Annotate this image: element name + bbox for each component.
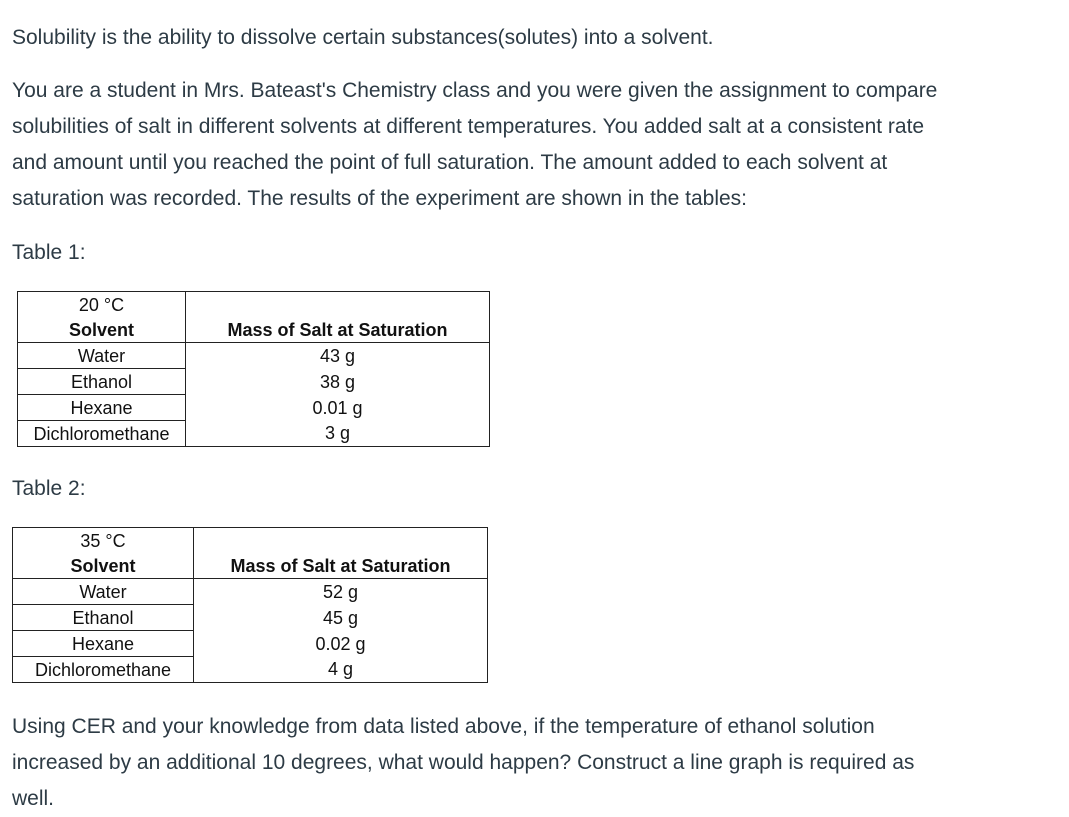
table-row <box>13 631 488 657</box>
table2-mass-cell: 4 g <box>194 657 488 683</box>
table2-caption: Table 2: <box>12 477 86 500</box>
table2-solvent-cell: Dichloromethane <box>13 657 194 683</box>
table-row <box>13 657 488 683</box>
table-row <box>18 421 490 447</box>
table2 <box>12 527 488 683</box>
table2-mass-cell: 45 g <box>194 605 488 631</box>
table1-temperature: 20 °C <box>18 292 186 318</box>
scenario-line-2: solubilities of salt in different solvents at different temperatures. You added salt at a consistent rate <box>12 115 925 138</box>
table2-solvent-cell: Water <box>13 579 194 605</box>
table1-header-solvent: Solvent <box>18 317 186 343</box>
scenario-line-4: saturation was recorded. The results of the experiment are shown in the tables: <box>12 187 748 210</box>
table2-header-mass: Mass of Salt at Saturation <box>194 553 488 579</box>
question-line-2: increased by an additional 10 degrees, what would happen? Construct a line graph is required as <box>12 751 915 774</box>
table1-solvent-cell: Ethanol <box>18 369 186 395</box>
scenario-line-1: You are a student in Mrs. Bateast's Chemistry class and you were given the assignment to compare <box>12 79 938 102</box>
table1-solvent-cell: Dichloromethane <box>18 421 186 447</box>
table-row <box>18 395 490 421</box>
table2-mass-cell: 0.02 g <box>194 631 488 657</box>
table-row <box>18 343 490 369</box>
table-row <box>18 369 490 395</box>
question-line-3: well. <box>12 787 55 810</box>
table1-solvent-cell: Hexane <box>18 395 186 421</box>
table2-solvent-cell: Ethanol <box>13 605 194 631</box>
table-row <box>13 605 488 631</box>
intro-text: Solubility is the ability to dissolve certain substances(solutes) into a solvent. <box>12 26 714 49</box>
table2-solvent-cell: Hexane <box>13 631 194 657</box>
scenario-line-3: and amount until you reached the point of full saturation. The amount added to each solvent at <box>12 151 888 174</box>
table1-mass-cell: 43 g <box>186 343 490 369</box>
table1-mass-cell: 3 g <box>186 421 490 447</box>
table1-caption: Table 1: <box>12 241 86 264</box>
table1-solvent-cell: Water <box>18 343 186 369</box>
table2-mass-cell: 52 g <box>194 579 488 605</box>
table2-temperature: 35 °C <box>13 528 194 554</box>
table1-mass-cell: 38 g <box>186 369 490 395</box>
table1-mass-cell: 0.01 g <box>186 395 490 421</box>
table1-header-mass: Mass of Salt at Saturation <box>186 317 490 343</box>
table-row <box>13 579 488 605</box>
question-line-1: Using CER and your knowledge from data listed above, if the temperature of ethanol solution <box>12 715 875 738</box>
table2-header-solvent: Solvent <box>13 553 194 579</box>
table1 <box>17 291 490 447</box>
